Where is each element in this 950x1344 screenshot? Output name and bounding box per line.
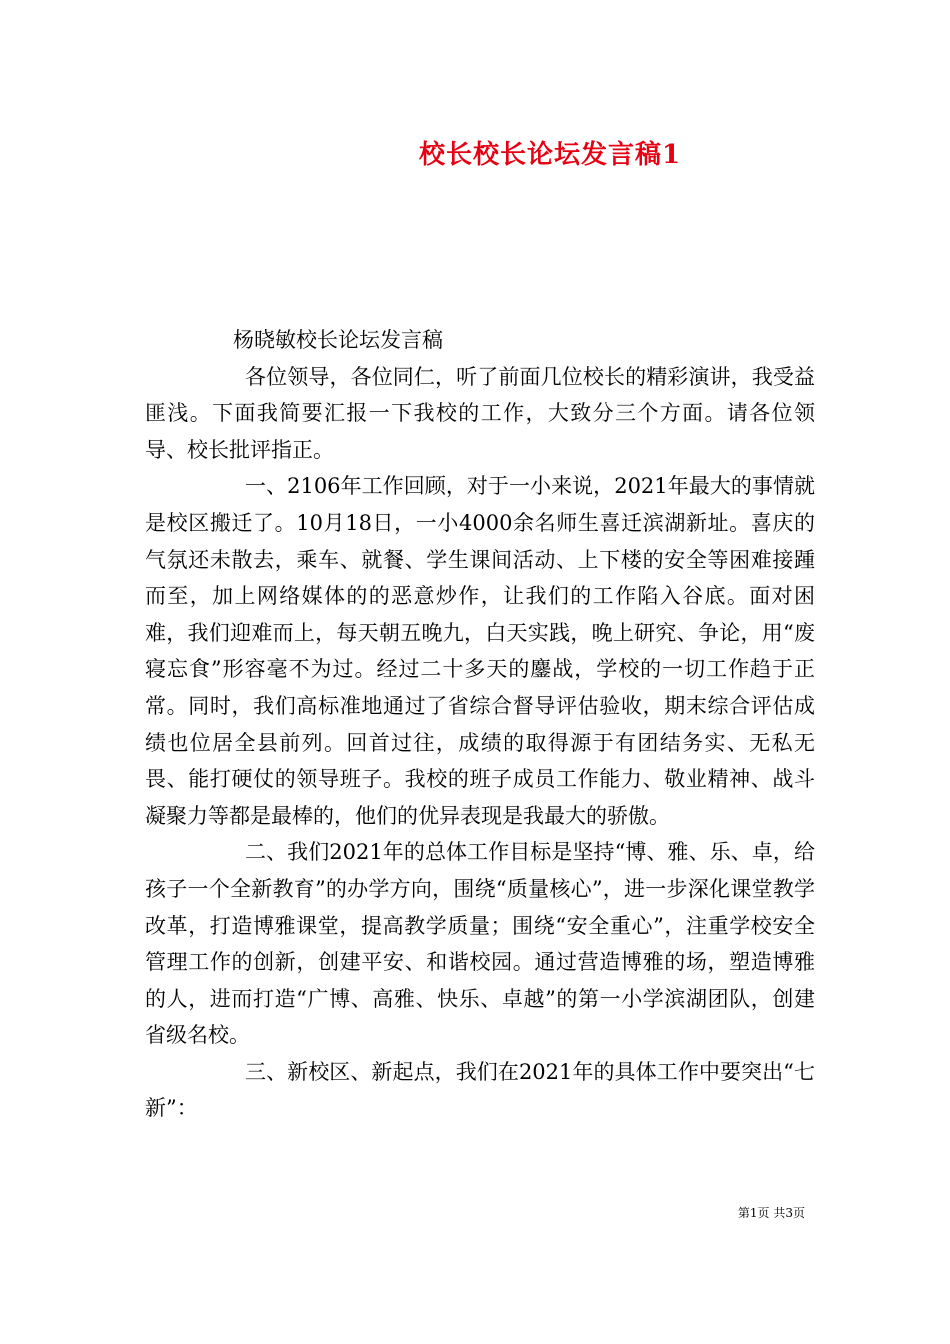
document-body — [145, 322, 815, 1127]
document-subtitle: 杨晓敏校长论坛发言稿 — [233, 328, 443, 352]
paragraph-greeting: 各位领导，各位同仁，听了前面几位校长的精彩演讲，我受益匪浅。下面我简要汇报一下我校的工作，大致分三个方面。请各位领导、校长批评指正。 — [145, 364, 815, 462]
page-footer: 第1页 共3页 — [737, 1206, 805, 1220]
paragraph-goals: 二、我们2021年的总体工作目标是坚持“博、雅、乐、卓，给孩子一个全新教育”的办学方向，围绕“质量核心”，进一步深化课堂教学改革，打造博雅课堂，提高教学质量；围绕“安全重心”，注重学校安全管理工作的创新，创建平安、和谐校园。通过营造博雅的场，塑造博雅的人，进而打造“广博、高雅、快乐、卓越”的第一小学滨湖团队，创建省级名校。 — [145, 840, 815, 1048]
paragraph-review: 一、2106年工作回顾，对于一小来说，2021年最大的事情就是校区搬迁了。10月18日，一小4000余名师生喜迁滨湖新址。喜庆的气氛还未散去，乘车、就餐、学生课间活动、上下楼的安全等困难接踵而至，加上网络媒体的的恶意炒作，让我们的工作陷入谷底。面对困难，我们迎难而上，每天朝五晚九，白天实践，晚上研究、争论，用“废寝忘食”形容毫不为过。经过二十多天的鏖战，学校的一切工作趋于正常。同时，我们高标准地通过了省综合督导评估验收，期末综合评估成绩也位居全县前列。回首过往，成绩的取得源于有团结务实、无私无畏、能打硬仗的领导班子。我校的班子成员工作能力、敬业精神、战斗凝聚力等都是最棒的，他们的优异表现是我最大的骄傲。 — [145, 474, 815, 828]
paragraph-plans: 三、新校区、新起点，我们在2021年的具体工作中要突出“七新”： — [145, 1059, 815, 1121]
page-title: 校长校长论坛发言稿1 — [418, 140, 682, 170]
